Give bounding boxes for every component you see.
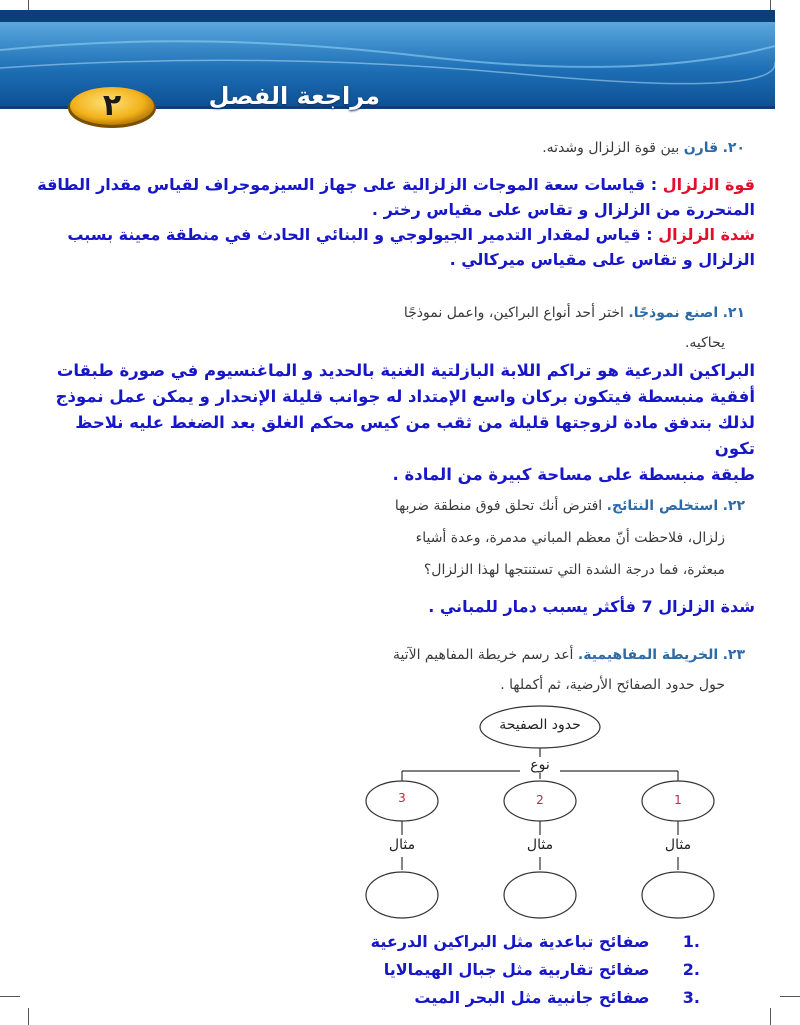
answer-line: شدة الزلزال 7 فأكثر يسبب دمار للمباني . <box>428 597 755 616</box>
question-text: افترض أنك تحلق فوق منطقة ضربها <box>394 498 603 514</box>
list-item <box>371 956 700 984</box>
list-number: .2 <box>682 960 700 979</box>
question-line <box>285 640 745 670</box>
example-node-1 <box>642 872 714 918</box>
question-text: أعد رسم خريطة المفاهيم الآتية <box>392 647 574 663</box>
question-23 <box>285 640 745 700</box>
question-text: بين قوة الزلزال وشدته. <box>542 140 680 156</box>
crop-mark <box>28 1008 29 1025</box>
question-20 <box>542 140 745 156</box>
crop-mark <box>770 1008 771 1025</box>
question-21 <box>285 298 745 358</box>
list-item <box>371 984 700 1012</box>
question-keyword: اصنع نموذجًا. <box>628 305 719 321</box>
crop-mark <box>780 996 800 997</box>
question-number: ٢٠. <box>722 140 745 156</box>
answer-text: : قياسات سعة الموجات الزلزالية على جهاز السيزموجراف لقياس مقدار الطاقة <box>37 175 658 194</box>
list-text: صفائح تقاربية مثل جبال الهيمالايا <box>383 960 650 979</box>
question-line <box>285 490 745 522</box>
answer-list <box>371 928 700 1012</box>
answer-20 <box>35 172 755 272</box>
example-node-2 <box>504 872 576 918</box>
question-line: زلزال، فلاحظت أنّ معظم المباني مدمرة، وعدة أشياء <box>415 530 725 546</box>
answer-line: لذلك بتدفق مادة لزوجتها قليلة من ثقب من كيس محكم الغلق بعد الضغط عليه نلاحظ تكون <box>75 413 755 458</box>
relation-label: نوع <box>520 757 560 773</box>
answer-text: : قياس لمقدار التدمير الجيولوجي و البنائي الحادث في منطقة معينة بسبب <box>67 225 653 244</box>
answer-line: أفقية منبسطة فيتكون بركان واسع الإمتداد له جوانب قليلة الإنحدار و يمكن عمل نموذج <box>55 387 755 406</box>
root-node-label: حدود الصفيحة <box>499 717 581 733</box>
question-line <box>285 298 745 328</box>
answer-line: طبقة منبسطة على مساحة كبيرة من المادة . <box>392 465 755 484</box>
question-text: اختر أحد أنواع البراكين، واعمل نموذجًا <box>403 305 624 321</box>
question-22 <box>285 490 745 586</box>
example-node-3 <box>366 872 438 918</box>
chapter-title: مراجعة الفصل <box>208 82 380 110</box>
question-line: يحاكيه. <box>684 335 725 351</box>
list-text: صفائح جانبية مثل البحر الميت <box>414 988 650 1007</box>
answer-line <box>35 172 755 197</box>
answer-line: البراكين الدرعية هو تراكم اللابة البازلتية الغنية بالحديد و الماغنسيوم في صورة طبقات <box>56 361 755 380</box>
crop-mark <box>0 996 20 997</box>
list-item <box>371 928 700 956</box>
answer-line: الزلزال و تقاس على مقياس ميركالي . <box>449 250 755 269</box>
question-number: ٢٢. <box>722 498 745 514</box>
question-line: مبعثرة، فما درجة الشدة التي تستنتجها لهذا الزلزال؟ <box>423 562 725 578</box>
question-number: ٢١. <box>722 305 745 321</box>
example-label: مثال <box>526 837 554 853</box>
list-number: .3 <box>682 988 700 1007</box>
answer-line: المتحررة من الزلزال و تقاس على مقياس رختر . <box>371 200 755 219</box>
question-number: ٢٣. <box>722 647 745 663</box>
node-label: 3 <box>398 791 406 805</box>
question-keyword: استخلص النتائج. <box>606 498 719 514</box>
answer-term: شدة الزلزال <box>658 225 755 244</box>
node-label: 2 <box>536 793 544 807</box>
list-text: صفائح تباعدية مثل البراكين الدرعية <box>370 932 650 951</box>
question-keyword: قارن <box>683 140 719 156</box>
concept-map-graphic <box>340 705 740 930</box>
question-line: حول حدود الصفائح الأرضية، ثم أكملها . <box>500 677 725 693</box>
question-keyword: الخريطة المفاهيمية. <box>577 647 719 663</box>
concept-map <box>340 705 740 930</box>
answer-line <box>35 222 755 247</box>
example-label: مثال <box>664 837 692 853</box>
chapter-number: ٢ <box>102 88 122 123</box>
answer-21 <box>35 358 755 488</box>
list-number: .1 <box>682 932 700 951</box>
answer-term: قوة الزلزال <box>662 175 755 194</box>
answer-22 <box>35 594 755 619</box>
node-label: 1 <box>674 793 682 807</box>
chapter-banner <box>0 10 775 130</box>
example-label: مثال <box>388 837 416 853</box>
